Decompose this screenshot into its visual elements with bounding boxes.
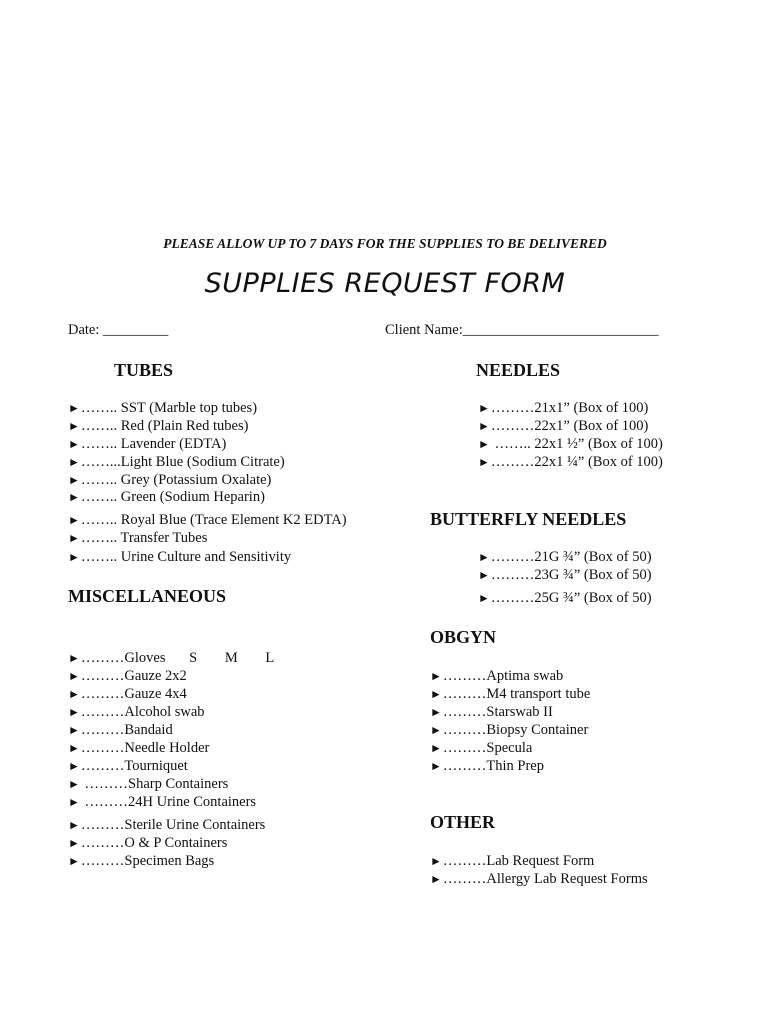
arrow-icon: ► bbox=[478, 568, 490, 582]
list-item[interactable] bbox=[430, 721, 588, 739]
item-label: …….. Grey (Potassium Oxalate) bbox=[80, 472, 272, 488]
arrow-icon: ► bbox=[68, 651, 80, 665]
list-item[interactable] bbox=[68, 775, 228, 793]
list-item[interactable] bbox=[478, 399, 648, 417]
item-label: …….. Royal Blue (Trace Element K2 EDTA) bbox=[80, 512, 347, 528]
arrow-icon: ► bbox=[68, 723, 80, 737]
list-item[interactable] bbox=[68, 793, 256, 811]
date-field[interactable]: Date: _________ bbox=[68, 322, 169, 338]
list-item[interactable] bbox=[430, 852, 594, 870]
needles-heading: NEEDLES bbox=[476, 360, 561, 380]
glove-size-l[interactable]: L bbox=[265, 650, 275, 666]
item-label: …….. Green (Sodium Heparin) bbox=[80, 489, 265, 505]
arrow-icon: ► bbox=[68, 490, 80, 504]
list-item[interactable] bbox=[68, 548, 291, 566]
arrow-icon: ► bbox=[430, 759, 442, 773]
form-title: SUPPLIES REQUEST FORM bbox=[204, 268, 566, 299]
arrow-icon: ► bbox=[68, 550, 80, 564]
arrow-icon: ► bbox=[478, 419, 490, 433]
list-item[interactable] bbox=[478, 548, 652, 566]
item-label: ………Thin Prep bbox=[442, 758, 544, 774]
list-item[interactable] bbox=[68, 834, 227, 852]
list-item[interactable] bbox=[68, 757, 188, 775]
list-item[interactable] bbox=[430, 667, 563, 685]
item-label: ………Specimen Bags bbox=[80, 853, 215, 869]
list-item[interactable] bbox=[478, 566, 652, 584]
item-label: ………Bandaid bbox=[80, 722, 173, 738]
item-label: …….. 22x1 ½” (Box of 100) bbox=[490, 436, 663, 452]
item-label: ………Allergy Lab Request Forms bbox=[442, 871, 648, 887]
arrow-icon: ► bbox=[68, 437, 80, 451]
arrow-icon: ► bbox=[478, 401, 490, 415]
item-label: ………Tourniquet bbox=[80, 758, 188, 774]
list-item[interactable] bbox=[68, 667, 187, 685]
arrow-icon: ► bbox=[430, 705, 442, 719]
list-item[interactable] bbox=[430, 870, 648, 888]
item-label: …….. Transfer Tubes bbox=[80, 530, 208, 546]
item-label: ………Gauze 2x2 bbox=[80, 668, 187, 684]
item-label: ………Needle Holder bbox=[80, 740, 210, 756]
other-heading: OTHER bbox=[430, 812, 496, 832]
item-label: ………Sterile Urine Containers bbox=[80, 817, 266, 833]
list-item[interactable] bbox=[68, 399, 257, 417]
delivery-notice: PLEASE ALLOW UP TO 7 DAYS FOR THE SUPPLIES TO BE DELIVERED bbox=[163, 236, 607, 251]
list-item[interactable] bbox=[430, 685, 590, 703]
item-label: ………Lab Request Form bbox=[442, 853, 595, 869]
arrow-icon: ► bbox=[430, 741, 442, 755]
item-label: …….. Red (Plain Red tubes) bbox=[80, 418, 249, 434]
arrow-icon: ► bbox=[430, 687, 442, 701]
item-label: ………Gauze 4x4 bbox=[80, 686, 187, 702]
arrow-icon: ► bbox=[68, 419, 80, 433]
item-label: ………22x1” (Box of 100) bbox=[490, 418, 649, 434]
glove-size-s[interactable]: S bbox=[189, 650, 198, 666]
list-item[interactable] bbox=[478, 589, 652, 607]
arrow-icon: ► bbox=[68, 401, 80, 415]
list-item[interactable] bbox=[478, 417, 648, 435]
arrow-icon: ► bbox=[68, 836, 80, 850]
miscellaneous-heading: MISCELLANEOUS bbox=[68, 586, 227, 606]
list-item[interactable] bbox=[68, 816, 265, 834]
list-item[interactable] bbox=[68, 511, 347, 529]
list-item[interactable] bbox=[68, 471, 271, 489]
list-item[interactable] bbox=[430, 739, 532, 757]
list-item[interactable] bbox=[430, 703, 553, 721]
arrow-icon: ► bbox=[430, 669, 442, 683]
list-item[interactable] bbox=[68, 529, 207, 547]
arrow-icon: ► bbox=[68, 669, 80, 683]
item-label: ………21G ¾” (Box of 50) bbox=[490, 549, 652, 565]
item-label: ………Alcohol swab bbox=[80, 704, 205, 720]
item-label: ………M4 transport tube bbox=[442, 686, 591, 702]
list-item[interactable] bbox=[478, 453, 663, 471]
item-label: ………Sharp Containers bbox=[80, 776, 229, 792]
list-item[interactable] bbox=[68, 685, 187, 703]
glove-size-m[interactable]: M bbox=[224, 650, 238, 666]
item-label: ………Starswab II bbox=[442, 704, 553, 720]
arrow-icon: ► bbox=[68, 687, 80, 701]
arrow-icon: ► bbox=[68, 777, 80, 791]
item-label: …….. Urine Culture and Sensitivity bbox=[80, 549, 292, 565]
arrow-icon: ► bbox=[478, 455, 490, 469]
list-item[interactable] bbox=[430, 757, 544, 775]
item-label: ………Aptima swab bbox=[442, 668, 564, 684]
item-label: ………24H Urine Containers bbox=[80, 794, 257, 810]
item-label: ……...Light Blue (Sodium Citrate) bbox=[80, 454, 285, 470]
list-item[interactable] bbox=[68, 703, 205, 721]
list-item[interactable] bbox=[478, 435, 663, 453]
item-label: ………22x1 ¼” (Box of 100) bbox=[490, 454, 663, 470]
arrow-icon: ► bbox=[68, 818, 80, 832]
item-label: ………25G ¾” (Box of 50) bbox=[490, 590, 652, 606]
item-label: ………Biopsy Container bbox=[442, 722, 589, 738]
list-item[interactable] bbox=[68, 417, 248, 435]
list-item[interactable] bbox=[68, 435, 226, 453]
list-item[interactable] bbox=[68, 721, 173, 739]
arrow-icon: ► bbox=[68, 741, 80, 755]
arrow-icon: ► bbox=[68, 759, 80, 773]
list-item[interactable] bbox=[68, 852, 214, 870]
arrow-icon: ► bbox=[478, 437, 490, 451]
arrow-icon: ► bbox=[68, 531, 80, 545]
item-label: ………21x1” (Box of 100) bbox=[490, 400, 649, 416]
list-item[interactable] bbox=[68, 649, 274, 667]
arrow-icon: ► bbox=[68, 795, 80, 809]
tubes-heading: TUBES bbox=[114, 360, 174, 380]
obgyn-heading: OBGYN bbox=[430, 627, 497, 647]
arrow-icon: ► bbox=[478, 550, 490, 564]
arrow-icon: ► bbox=[430, 723, 442, 737]
item-label: ………Gloves bbox=[80, 650, 166, 666]
list-item[interactable] bbox=[68, 453, 285, 471]
item-label: ………Specula bbox=[442, 740, 533, 756]
arrow-icon: ► bbox=[430, 854, 442, 868]
arrow-icon: ► bbox=[478, 591, 490, 605]
list-item[interactable] bbox=[68, 488, 265, 506]
item-label: ………23G ¾” (Box of 50) bbox=[490, 567, 652, 583]
arrow-icon: ► bbox=[430, 872, 442, 886]
arrow-icon: ► bbox=[68, 705, 80, 719]
butterfly-needles-heading: BUTTERFLY NEEDLES bbox=[430, 509, 627, 529]
client-name-field[interactable]: Client Name:___________________________ bbox=[385, 322, 659, 338]
list-item[interactable] bbox=[68, 739, 209, 757]
item-label: …….. Lavender (EDTA) bbox=[80, 436, 227, 452]
arrow-icon: ► bbox=[68, 513, 80, 527]
item-label: …….. SST (Marble top tubes) bbox=[80, 400, 258, 416]
arrow-icon: ► bbox=[68, 854, 80, 868]
arrow-icon: ► bbox=[68, 473, 80, 487]
item-label: ………O & P Containers bbox=[80, 835, 228, 851]
arrow-icon: ► bbox=[68, 455, 80, 469]
